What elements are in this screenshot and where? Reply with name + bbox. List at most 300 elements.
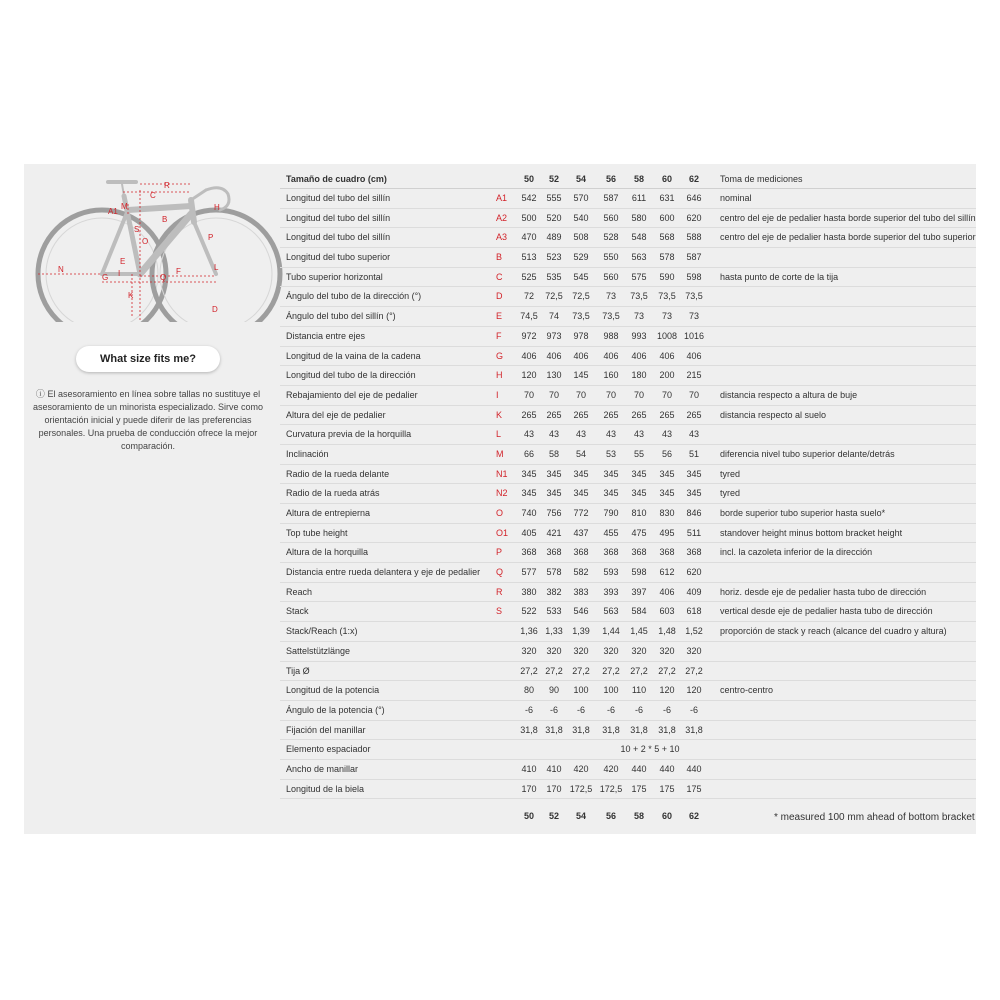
measurement-value: 180 (631, 370, 647, 381)
measurement-note: tyred (720, 468, 741, 479)
table-row (280, 189, 976, 209)
measurement-label: Longitud del tubo de la dirección (286, 370, 416, 381)
measurement-value: 80 (523, 685, 534, 696)
measurement-value: 265 (686, 409, 702, 420)
table-row (280, 465, 976, 485)
measurement-value: 382 (546, 586, 562, 597)
measurement-value: 265 (573, 409, 589, 420)
table-row (280, 484, 976, 504)
dim-label-m: M (121, 202, 128, 211)
measurement-value: 345 (546, 468, 562, 479)
measurement-value: 1016 (683, 330, 705, 341)
measurement-value: 1,45 (630, 626, 648, 637)
measurement-value: 406 (603, 350, 619, 361)
measurement-value: 90 (548, 685, 559, 696)
measurement-value: 368 (546, 547, 562, 558)
measurement-value: 31,8 (572, 724, 590, 735)
measurement-code: N2 (496, 488, 508, 499)
geometry-panel (24, 164, 976, 834)
measurement-value: 522 (521, 606, 537, 617)
measurement-value: 470 (521, 232, 537, 243)
measurement-value: 100 (603, 685, 619, 696)
measurement-value: 542 (521, 193, 537, 203)
table-row (280, 228, 976, 248)
dim-label-k: K (128, 291, 134, 300)
measurement-value: 421 (546, 527, 562, 538)
measurement-label: Fijación del manillar (286, 724, 366, 735)
measurement-value: 440 (631, 763, 647, 774)
disclaimer-text: El asesoramiento en línea sobre tallas no sustituye el asesoramiento de un minorista especializado. Sirve como orientación inicial y puede diferir de las preferencias personales. Una prueba de conducción ofrece la mejor comparación. (32, 389, 264, 451)
measurement-value: 1,36 (520, 626, 538, 637)
measurement-value: -6 (576, 704, 585, 715)
measurement-value: 406 (659, 586, 675, 597)
measurement-value: 988 (603, 330, 619, 341)
measurement-value: 54 (575, 448, 586, 459)
dim-label-p: P (208, 233, 214, 242)
measurement-value: 368 (573, 547, 589, 558)
measurement-note: hasta punto de corte de la tija (720, 271, 839, 282)
table-row (280, 701, 976, 721)
measurement-note: standover height minus bottom bracket height (720, 527, 903, 538)
measurement-label: Tubo superior horizontal (286, 271, 383, 282)
measurement-value: 172,5 (569, 783, 593, 794)
table-row (280, 780, 976, 800)
measurement-value: 345 (521, 468, 537, 479)
measurement-value: 43 (605, 429, 616, 440)
measurement-value: 170 (546, 783, 562, 794)
footer-size: 62 (688, 811, 699, 822)
measurement-code: F (496, 330, 502, 341)
measurement-value: 320 (686, 645, 702, 656)
measurement-value: 175 (686, 783, 702, 794)
measurement-value: 345 (631, 488, 647, 499)
dimension-labels (58, 181, 220, 314)
table-header-row (280, 168, 976, 189)
measurement-value: -6 (524, 704, 533, 715)
measurement-value: 393 (603, 586, 619, 597)
measurement-code: L (496, 429, 502, 440)
measurement-value: 265 (521, 409, 537, 420)
measurement-value: 55 (633, 448, 644, 459)
measurement-value: 620 (686, 567, 702, 578)
measurement-value: 368 (603, 547, 619, 558)
measurement-value: 120 (686, 685, 702, 696)
header-size: 58 (633, 174, 644, 184)
measurement-value: 31,8 (602, 724, 620, 735)
measurement-value: 73,5 (630, 291, 648, 302)
measurement-value: 846 (686, 508, 702, 518)
measurement-code: I (496, 389, 499, 400)
table-row (280, 406, 976, 426)
measurement-value: 27,2 (545, 665, 563, 676)
measurement-value: 612 (659, 567, 675, 578)
measurement-value: 540 (573, 212, 589, 223)
measurement-value: 380 (521, 586, 537, 597)
measurement-code: R (496, 586, 503, 597)
measurement-value-merged: 10 + 2 * 5 + 10 (620, 744, 680, 755)
measurement-label: Longitud del tubo del sillín (286, 232, 391, 243)
dim-label-d: D (212, 305, 218, 314)
measurement-value: 495 (659, 527, 675, 538)
dim-label-b: B (162, 215, 168, 224)
measurement-value: -6 (549, 704, 558, 715)
measurement-value: 43 (548, 429, 559, 440)
measurement-label: Longitud de la potencia (286, 685, 380, 696)
measurement-value: 368 (521, 547, 537, 558)
size-fit-button[interactable]: What size fits me? (76, 346, 220, 372)
measurement-value: 70 (523, 389, 534, 400)
measurement-value: 578 (546, 567, 562, 578)
measurement-value: 410 (521, 763, 537, 774)
header-size: 62 (688, 174, 699, 184)
measurement-value: 1,39 (572, 626, 590, 637)
measurement-value: 406 (631, 350, 647, 361)
measurement-label: Tija Ø (286, 665, 310, 676)
measurement-value: 345 (686, 468, 702, 479)
measurement-value: 580 (631, 212, 647, 223)
measurement-value: 265 (631, 409, 647, 420)
measurement-note: vertical desde eje de pedalier hasta tubo de dirección (720, 606, 933, 617)
table-row (280, 307, 976, 327)
measurement-label: Longitud del tubo del sillín (286, 193, 391, 203)
measurement-code: H (496, 370, 503, 381)
measurement-value: 320 (546, 645, 562, 656)
measurement-value: 345 (603, 468, 619, 479)
header-size: 56 (605, 174, 616, 184)
dim-label-r: R (164, 181, 170, 190)
measurement-value: 27,2 (520, 665, 538, 676)
measurement-code: A3 (496, 232, 508, 243)
measurement-value: 31,8 (685, 724, 703, 735)
measurement-code: K (496, 409, 503, 420)
measurement-code: M (496, 448, 504, 459)
measurement-value: 575 (631, 271, 647, 282)
measurement-value: 368 (686, 547, 702, 558)
measurement-value: 73 (661, 311, 672, 322)
measurement-value: 345 (573, 468, 589, 479)
measurement-value: 603 (659, 606, 675, 617)
measurement-value: 175 (659, 783, 675, 794)
measurement-value: 27,2 (630, 665, 648, 676)
measurement-value: 100 (573, 685, 589, 696)
measurement-label: Longitud de la biela (286, 783, 365, 794)
measurement-value: 27,2 (685, 665, 703, 676)
dim-label-n: N (58, 265, 64, 274)
dim-label-e: E (120, 257, 126, 266)
table-row (280, 504, 976, 524)
measurement-value: 973 (546, 330, 562, 341)
measurement-value: 600 (659, 212, 675, 223)
measurement-value: 265 (659, 409, 675, 420)
table-row (280, 602, 976, 622)
measurement-value: 598 (631, 567, 647, 578)
dim-label-h: H (214, 203, 220, 212)
measurement-value: 72,5 (545, 291, 563, 302)
measurement-value: 1,52 (685, 626, 703, 637)
dim-label-f: F (176, 267, 181, 276)
measurement-value: -6 (634, 704, 643, 715)
measurement-label: Ángulo del tubo del sillín (°) (286, 311, 396, 322)
footer-size: 52 (548, 811, 559, 822)
measurement-label: Sattelstützlänge (286, 645, 351, 656)
measurement-value: -6 (606, 704, 615, 715)
measurement-value: 611 (631, 193, 647, 203)
table-row (280, 583, 976, 603)
table-row (280, 543, 976, 563)
measurement-label: Radio de la rueda delante (286, 468, 390, 479)
measurement-label: Ancho de manillar (286, 763, 359, 774)
measurement-code: A1 (496, 193, 508, 203)
table-row (280, 681, 976, 701)
measurement-value: 1,33 (545, 626, 563, 637)
measurement-value: 555 (546, 193, 562, 203)
measurement-note: distancia respecto al suelo (720, 409, 827, 420)
measurement-value: 43 (575, 429, 586, 440)
measurement-value: 582 (573, 567, 589, 578)
measurement-value: 525 (521, 271, 537, 282)
measurement-label: Curvatura previa de la horquilla (286, 429, 412, 440)
measurement-value: 420 (603, 763, 619, 774)
table-row (280, 760, 976, 780)
measurement-value: 548 (631, 232, 647, 243)
measurement-value: 631 (659, 193, 675, 203)
measurement-value: 508 (573, 232, 589, 243)
measurement-value: 1,44 (602, 626, 620, 637)
table-row (280, 287, 976, 307)
measurement-label: Top tube height (286, 527, 348, 538)
measurement-value: 73,5 (685, 291, 703, 302)
measurement-label: Elemento espaciador (286, 744, 371, 755)
measurement-note: centro del eje de pedalier hasta borde superior del tubo del sillín (720, 212, 976, 223)
table-row (280, 563, 976, 583)
table-row (280, 622, 976, 642)
measurement-value: 110 (631, 685, 647, 696)
measurement-code: P (496, 547, 503, 558)
measurement-value: 73 (633, 311, 644, 322)
measurement-label: Radio de la rueda atrás (286, 488, 380, 499)
measurement-label: Altura de la horquilla (286, 547, 369, 558)
measurement-value: 345 (521, 488, 537, 499)
measurement-value: 58 (548, 448, 559, 459)
measurement-value: 570 (573, 193, 589, 203)
table-row (280, 721, 976, 741)
measurement-value: 74 (548, 311, 559, 322)
measurement-value: 70 (575, 389, 586, 400)
measurement-note: borde superior tubo superior hasta suelo* (720, 508, 886, 518)
measurement-value: 406 (521, 350, 537, 361)
measurement-note: nominal (720, 193, 752, 203)
measurement-value: 511 (686, 527, 702, 538)
measurement-label: Distancia entre rueda delantera y eje de pedalier (286, 567, 481, 578)
header-size: 50 (523, 174, 534, 184)
measurement-value: 1008 (656, 330, 678, 341)
footnote: * measured 100 mm ahead of bottom bracket (774, 812, 975, 823)
measurement-value: 475 (631, 527, 647, 538)
measurement-value: 31,8 (545, 724, 563, 735)
measurement-label: Longitud del tubo del sillín (286, 212, 391, 223)
table-row (280, 425, 976, 445)
measurement-value: 200 (659, 370, 675, 381)
measurement-value: 830 (659, 508, 675, 518)
dim-label-a1: A1 (108, 207, 118, 216)
measurement-value: 1,48 (658, 626, 676, 637)
measurement-value: 345 (573, 488, 589, 499)
measurement-value: 345 (631, 468, 647, 479)
measurement-value: 397 (631, 586, 647, 597)
table-row (280, 268, 976, 288)
measurement-value: 520 (546, 212, 562, 223)
measurement-value: 73 (605, 291, 616, 302)
measurement-value: 560 (603, 271, 619, 282)
measurement-value: 120 (659, 685, 675, 696)
measurement-code: Q (496, 567, 504, 578)
dim-label-s: S (134, 225, 140, 234)
measurement-note: horiz. desde eje de pedalier hasta tubo de dirección (720, 586, 927, 597)
measurement-value: -6 (662, 704, 671, 715)
measurement-value: 545 (573, 271, 589, 282)
measurement-value: 53 (605, 448, 616, 459)
measurement-label: Distancia entre ejes (286, 330, 366, 341)
measurement-code: N1 (496, 468, 508, 479)
measurement-code: O (496, 508, 504, 518)
table-row (280, 327, 976, 347)
measurement-value: 529 (573, 252, 589, 263)
measurement-code: C (496, 271, 503, 282)
measurement-value: 810 (631, 508, 647, 518)
dim-label-l: L (214, 263, 219, 272)
measurement-code: E (496, 311, 503, 322)
measurement-value: 578 (659, 252, 675, 263)
measurement-value: 406 (546, 350, 562, 361)
table-row (280, 740, 976, 760)
table-row (280, 445, 976, 465)
measurement-label: Reach (286, 586, 313, 597)
measurement-code: G (496, 350, 504, 361)
measurement-value: 145 (573, 370, 589, 381)
footer-size: 60 (661, 811, 672, 822)
measurement-value: 130 (546, 370, 562, 381)
measurement-value: 43 (633, 429, 644, 440)
measurement-value: 51 (688, 448, 699, 459)
dim-label-o: O (142, 237, 149, 246)
measurement-value: 31,8 (630, 724, 648, 735)
measurement-value: 550 (603, 252, 619, 263)
measurement-value: 972 (521, 330, 537, 341)
dim-label-i: I (118, 269, 121, 278)
measurement-value: 546 (573, 606, 589, 617)
measurement-value: 500 (521, 212, 537, 223)
measurement-value: 170 (521, 783, 537, 794)
measurement-value: 320 (603, 645, 619, 656)
measurement-value: 533 (546, 606, 562, 617)
measurement-value: 383 (573, 586, 589, 597)
measurement-value: 43 (688, 429, 699, 440)
measurement-value: 440 (686, 763, 702, 774)
measurement-value: 587 (686, 252, 702, 263)
measurement-value: 70 (633, 389, 644, 400)
measurement-value: 345 (603, 488, 619, 499)
measurement-label: Ángulo del tubo de la dirección (°) (286, 291, 422, 302)
measurement-label: Altura de entrepierna (286, 508, 371, 518)
table-row (280, 386, 976, 406)
measurement-value: 265 (603, 409, 619, 420)
size-disclaimer (30, 388, 266, 453)
measurement-value: 345 (659, 488, 675, 499)
measurement-value: 588 (686, 232, 702, 243)
measurement-value: 584 (631, 606, 647, 617)
measurement-value: 172,5 (599, 783, 623, 794)
measurement-value: 265 (546, 409, 562, 420)
measurement-value: 489 (546, 232, 562, 243)
measurement-value: 72 (523, 291, 534, 302)
measurement-note: proporción de stack y reach (alcance del cuadro y altura) (720, 626, 947, 637)
footer-size: 54 (575, 811, 586, 822)
measurement-note: incl. la cazoleta inferior de la dirección (720, 547, 873, 558)
measurement-value: 772 (573, 508, 589, 518)
measurement-value: 43 (523, 429, 534, 440)
table-row (280, 209, 976, 229)
measurement-value: 27,2 (602, 665, 620, 676)
measurement-value: 405 (521, 527, 537, 538)
header-measurement-note: Toma de mediciones (720, 174, 803, 184)
measurement-value: 560 (603, 212, 619, 223)
header-frame-size-label: Tamaño de cuadro (cm) (286, 174, 387, 184)
measurement-value: 410 (546, 763, 562, 774)
header-size: 60 (661, 174, 672, 184)
measurement-value: 345 (659, 468, 675, 479)
measurement-value: 620 (686, 212, 702, 223)
measurement-value: 73,5 (572, 311, 590, 322)
measurement-value: 74,5 (520, 311, 538, 322)
table-row (280, 248, 976, 268)
measurement-value: 320 (659, 645, 675, 656)
measurement-value: 31,8 (658, 724, 676, 735)
measurement-value: 409 (686, 586, 702, 597)
measurement-value: 993 (631, 330, 647, 341)
measurement-value: 56 (661, 448, 672, 459)
measurement-value: 978 (573, 330, 589, 341)
header-size: 54 (575, 174, 586, 184)
measurement-value: 368 (659, 547, 675, 558)
table-row (280, 662, 976, 682)
measurement-value: 320 (573, 645, 589, 656)
measurement-note: diferencia nivel tubo superior delante/detrás (720, 448, 895, 459)
footer-size: 58 (633, 811, 644, 822)
measurement-value: 72,5 (572, 291, 590, 302)
measurement-note: distancia respecto a altura de buje (720, 389, 858, 400)
measurement-code: O1 (496, 527, 509, 538)
measurement-value: 73,5 (602, 311, 620, 322)
measurement-value: 455 (603, 527, 619, 538)
measurement-code: D (496, 291, 503, 302)
measurement-value: 618 (686, 606, 702, 617)
measurement-value: 590 (659, 271, 675, 282)
measurement-label: Stack/Reach (1:x) (286, 626, 358, 637)
measurement-label: Longitud de la vaina de la cadena (286, 350, 421, 361)
dim-label-q: Q (160, 273, 167, 282)
measurement-value: 577 (521, 567, 537, 578)
measurement-value: 320 (631, 645, 647, 656)
measurement-value: 320 (521, 645, 537, 656)
measurement-value: 420 (573, 763, 589, 774)
measurement-value: 406 (659, 350, 675, 361)
measurement-code: A2 (496, 212, 508, 223)
measurement-value: 598 (686, 271, 702, 282)
measurement-value: 440 (659, 763, 675, 774)
measurement-value: 215 (686, 370, 702, 381)
measurement-note: tyred (720, 488, 741, 499)
info-circle-icon: ⓘ (35, 389, 45, 399)
